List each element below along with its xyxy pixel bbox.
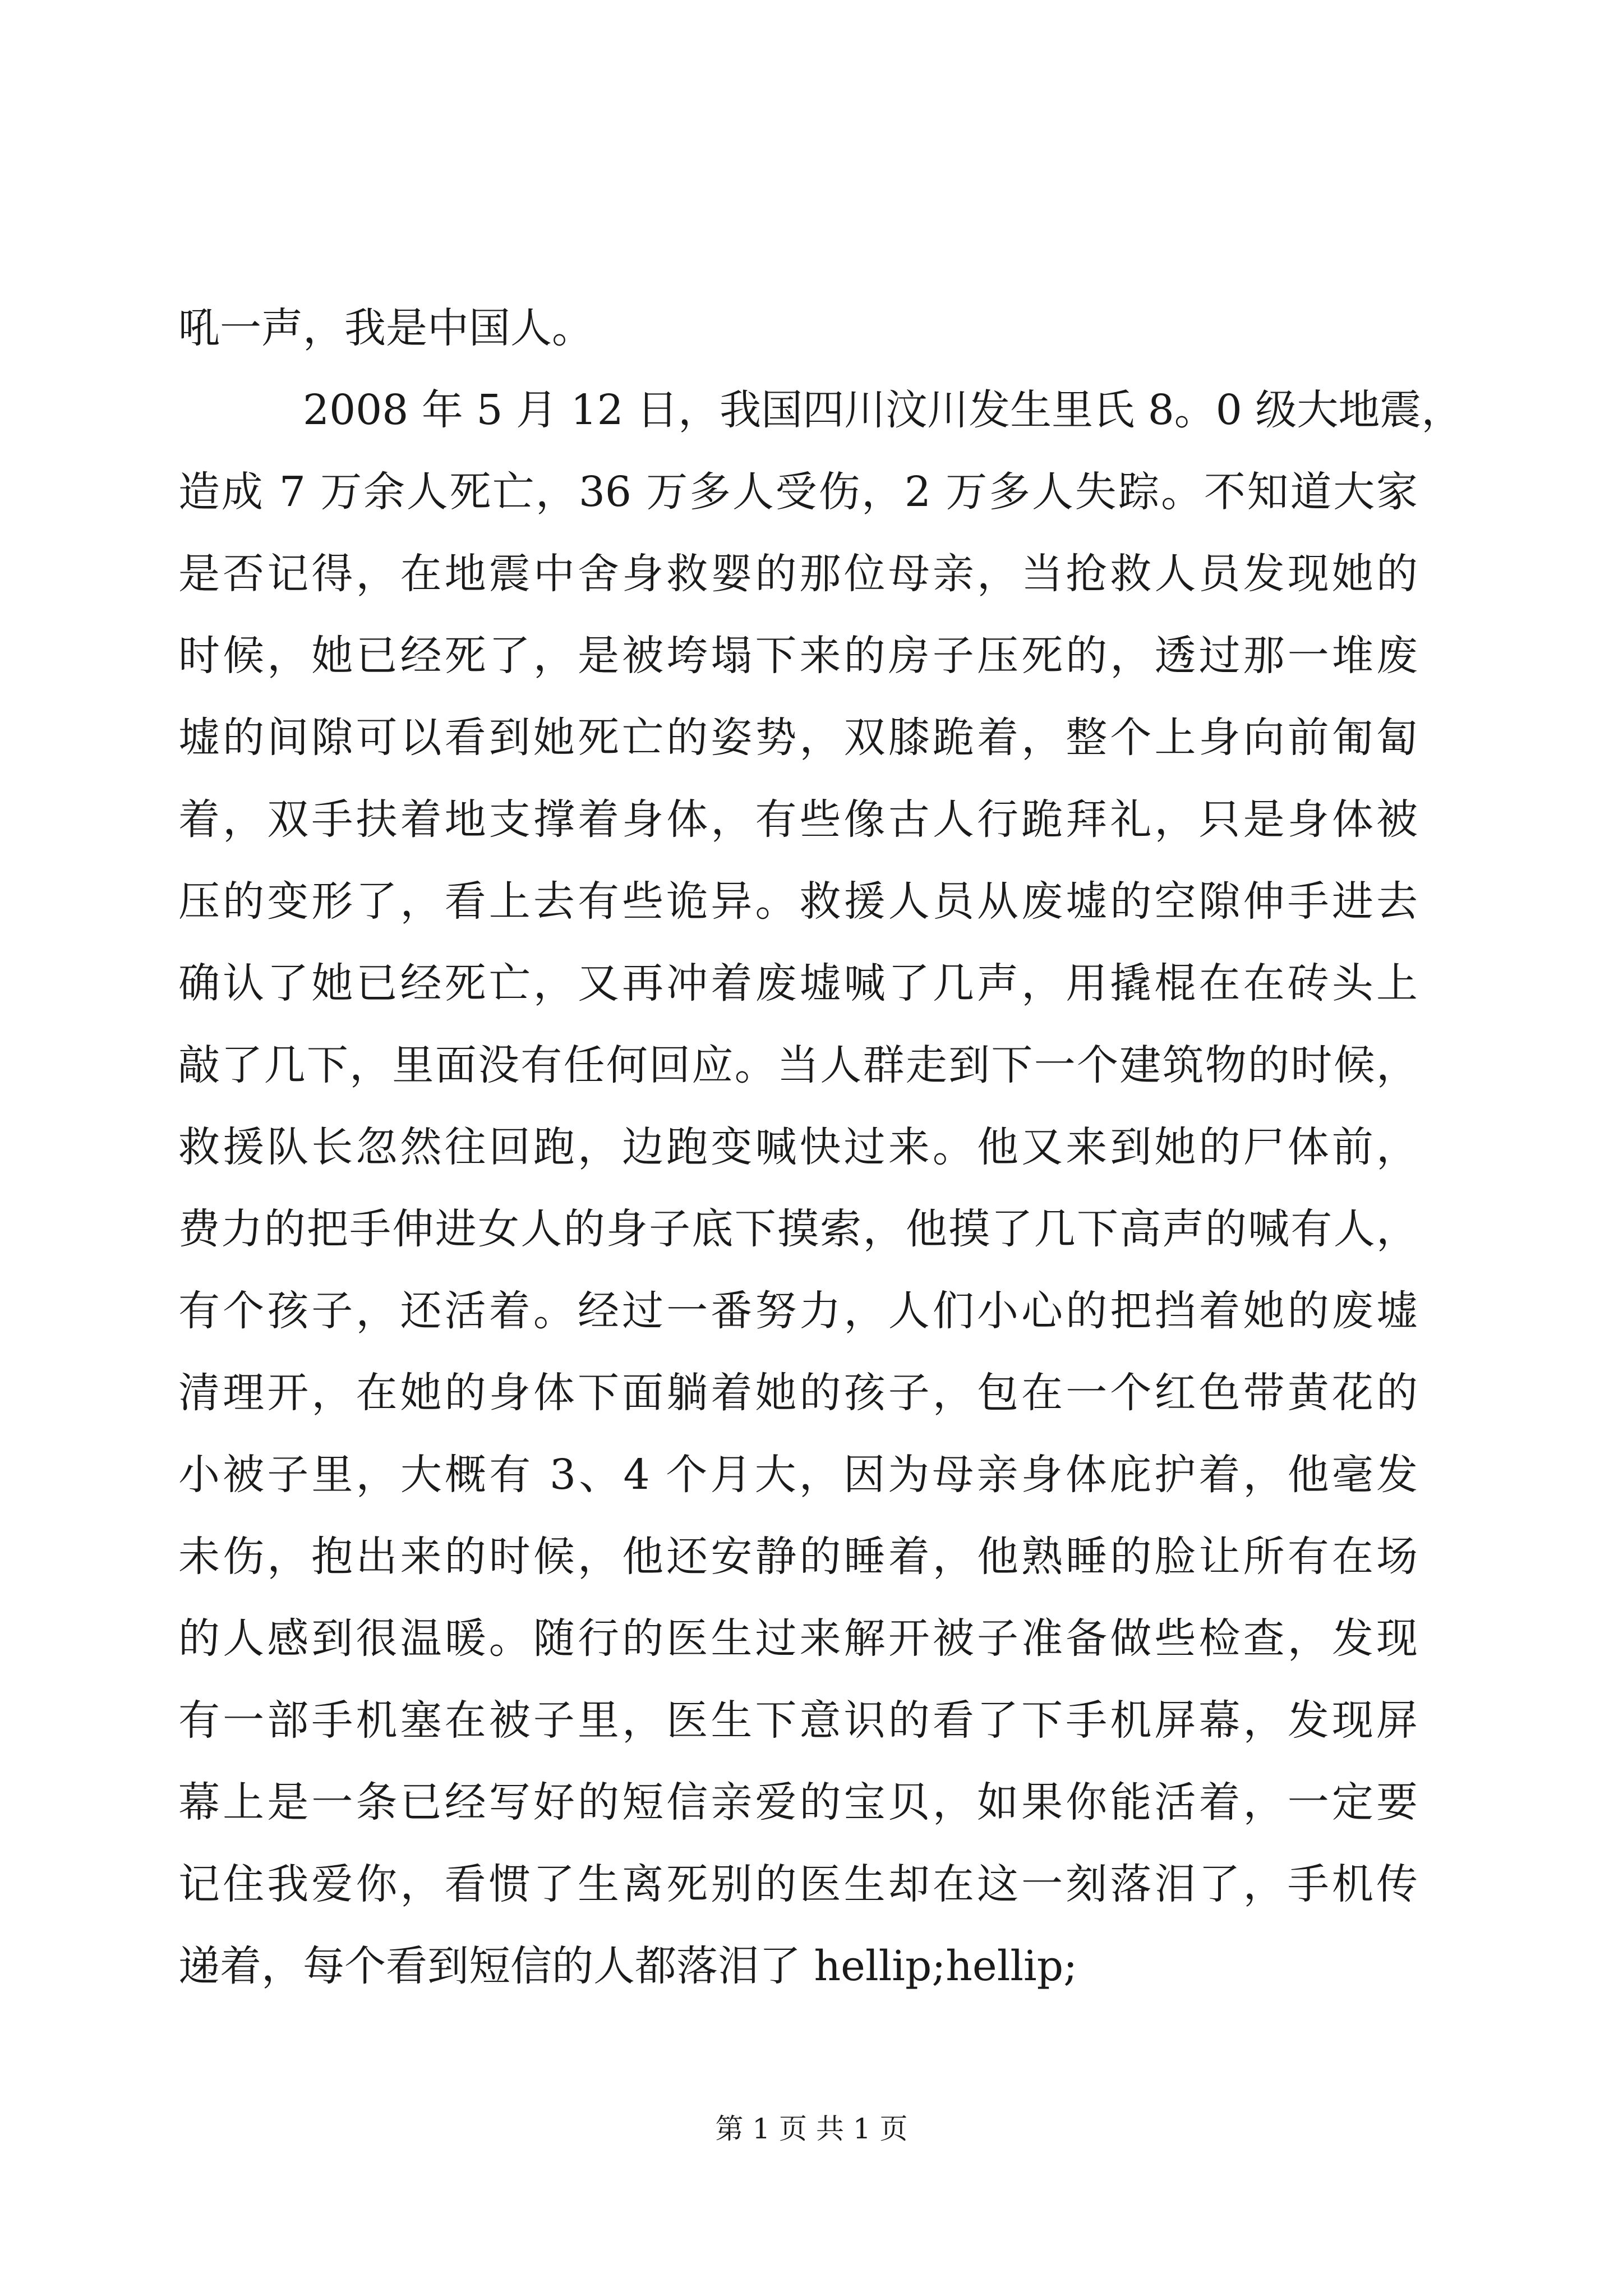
text-line: 有个孩子，还活着。经过一番努力，人们小心的把挡着她的废墟 <box>178 1287 1418 1335</box>
text-line: 清理开，在她的身体下面躺着她的孩子，包在一个红色带黄花的 <box>178 1369 1418 1417</box>
text-line: 的人感到很温暖。随行的医生过来解开被子准备做些检查，发现 <box>178 1614 1418 1663</box>
text-line: 幕上是一条已经写好的短信亲爱的宝贝，如果你能活着，一定要 <box>178 1778 1418 1826</box>
text-line: 造成 7 万余人死亡，36 万多人受伤，2 万多人失踪。不知道大家 <box>178 468 1418 516</box>
text-line: 2008 年 5 月 12 日，我国四川汶川发生里氏 8。0 级大地震， <box>303 386 1463 434</box>
text-line: 时候，她已经死了，是被垮塌下来的房子压死的，透过那一堆废 <box>178 632 1418 680</box>
text-line: 吼一声，我是中国人。 <box>178 304 593 352</box>
text-line: 着，双手扶着地支撑着身体，有些像古人行跪拜礼，只是身体被 <box>178 795 1418 844</box>
text-line: 有一部手机塞在被子里，医生下意识的看了下手机屏幕，发现屏 <box>178 1696 1418 1745</box>
page-number-footer: 第 1 页 共 1 页 <box>715 2113 908 2145</box>
text-line: 小被子里，大概有 3、4 个月大，因为母亲身体庇护着，他毫发 <box>178 1451 1418 1499</box>
text-line: 救援队长忽然往回跑，边跑变喊快过来。他又来到她的尸体前， <box>178 1123 1418 1171</box>
text-line: 递着，每个看到短信的人都落泪了 hellip;hellip; <box>178 1942 1078 1990</box>
text-line: 费力的把手伸进女人的身子底下摸索，他摸了几下高声的喊有人， <box>178 1205 1418 1253</box>
text-line: 记住我爱你，看惯了生离死别的医生却在这一刻落泪了，手机传 <box>178 1860 1418 1908</box>
text-line: 墟的间隙可以看到她死亡的姿势，双膝跪着，整个上身向前匍匐 <box>178 714 1418 762</box>
text-line: 未伤，抱出来的时候，他还安静的睡着，他熟睡的脸让所有在场 <box>178 1533 1418 1581</box>
text-line: 是否记得，在地震中舍身救婴的那位母亲，当抢救人员发现她的 <box>178 550 1418 598</box>
text-line: 确认了她已经死亡，又再冲着废墟喊了几声，用撬棍在在砖头上 <box>178 959 1418 1007</box>
document-body <box>178 287 1463 2007</box>
text-line: 压的变形了，看上去有些诡异。救援人员从废墟的空隙伸手进去 <box>178 877 1418 926</box>
text-line: 敲了几下，里面没有任何回应。当人群走到下一个建筑物的时候， <box>178 1041 1418 1089</box>
